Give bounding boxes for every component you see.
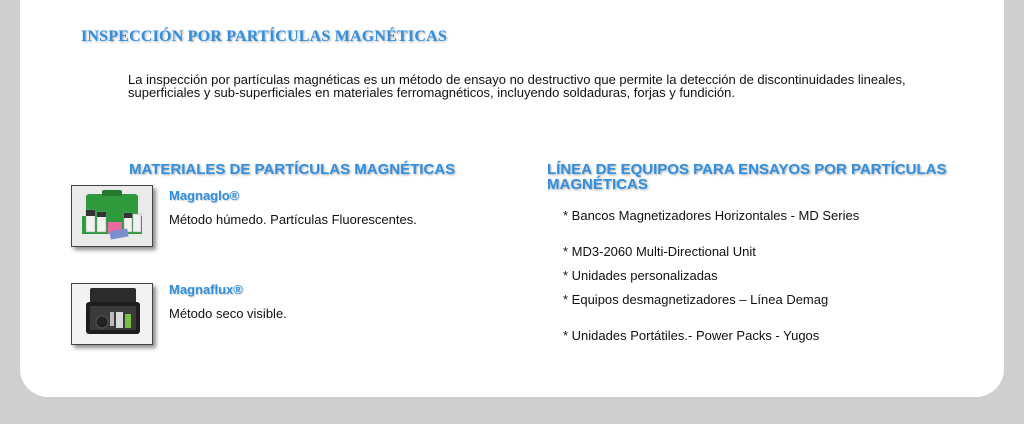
page-title: INSPECCIÓN POR PARTÍCULAS MAGNÉTICAS [81, 28, 447, 45]
magnaflux-kit-image[interactable] [71, 283, 153, 345]
equipment-item[interactable]: * Unidades Portátiles.- Power Packs - Yugos [563, 328, 820, 343]
equipment-heading-line2: MAGNÉTICAS [547, 176, 648, 193]
equipment-heading [547, 162, 997, 192]
equipment-item[interactable]: * Unidades personalizadas [563, 268, 718, 283]
magnaglo-kit-image[interactable] [71, 185, 153, 247]
equipment-item[interactable]: * Bancos Magnetizadores Horizontales - MD Series [563, 208, 860, 223]
product-name-magnaflux[interactable]: Magnaflux® [169, 282, 243, 297]
intro-paragraph: La inspección por partículas magnéticas es un método de ensayo no destructivo que permite la detección de discontinuidades lineales, superficiales y sub-superficiales en materiales ferromagnéticos, incluyendo soldaduras, forjas y fundición. [128, 72, 906, 100]
equipment-item[interactable]: * MD3-2060 Multi-Directional Unit [563, 244, 756, 259]
equipment-item[interactable]: * Equipos desmagnetizadores – Línea Demag [563, 292, 829, 307]
equipment-heading-line1: LÍNEA DE EQUIPOS PARA ENSAYOS POR PARTÍCULAS [547, 161, 947, 178]
product-desc-magnaflux: Método seco visible. [169, 306, 287, 321]
magnaflux-kit-icon [72, 284, 152, 344]
product-name-magnaglo[interactable]: Magnaglo® [169, 188, 240, 203]
materials-heading: MATERIALES DE PARTÍCULAS MAGNÉTICAS [129, 161, 456, 178]
magnaglo-kit-icon [72, 186, 152, 246]
product-desc-magnaglo: Método húmedo. Partículas Fluorescentes. [169, 212, 417, 227]
